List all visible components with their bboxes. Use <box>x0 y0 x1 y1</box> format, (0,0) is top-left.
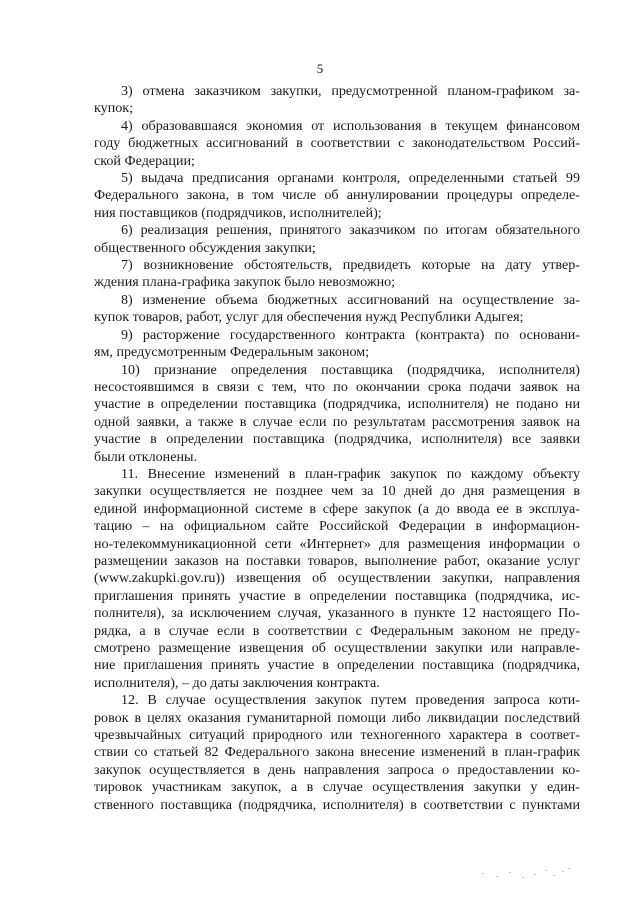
text-line: ственного поставщика (подрядчика, исполнителя) в соответствии с пунктами <box>94 796 580 813</box>
scan-speck <box>482 873 484 874</box>
text-line: чрезвычайных ситуаций природного или техногенного характера в соответ- <box>94 727 580 744</box>
text-line: ской Федерации; <box>94 152 195 169</box>
text-line: 11. Внесение изменений в план-график закупок по каждому объекту <box>121 465 580 482</box>
text-line: но-телекоммуникационной сети «Интернет» для размещения информации о <box>94 535 580 552</box>
text-line: смотрено размещение извещения об осуществлении закупки или направле- <box>94 640 580 656</box>
page-number: 5 <box>316 61 324 76</box>
text-line: ям, предусмотренным Федеральным законом; <box>94 344 370 361</box>
text-line: тацию – на официальном сайте Российской Федерации в информацион- <box>94 518 580 535</box>
text-line: 5) выдача предписания органами контроля, определенными статьей 99 <box>121 170 580 187</box>
text-line: были отклонены. <box>94 448 198 465</box>
scan-speck <box>534 874 536 875</box>
text-line: купок товаров, работ, услуг для обеспечения нужд Республики Адыгея; <box>94 309 524 326</box>
text-line: ровок в целях оказания гуманитарной помощи либо ликвидации последствий <box>94 709 580 726</box>
text-line: 8) изменение объема бюджетных ассигнований на осуществление за- <box>121 291 580 308</box>
text-line: (www.zakupki.gov.ru)) извещения об осуществлении закупки, направления <box>94 570 580 587</box>
text-line: 7) возникновение обстоятельств, предвидеть которые на дату утвер- <box>121 257 580 274</box>
scan-speck <box>509 872 511 873</box>
text-line: 4) образовавшаяся экономия от использования в текущем финансовом <box>121 117 580 134</box>
text-line: полнителя), за исключением случая, указанного в пункте 12 настоящего По- <box>94 605 580 622</box>
text-line: году бюджетных ассигнований в соответствии с законодательством Россий- <box>94 135 580 152</box>
text-line: ния поставщиков (подрядчиков, исполнителей); <box>94 204 382 221</box>
text-line: ждения плана-графика закупок было невозможно; <box>94 274 396 291</box>
scan-speck <box>562 871 564 872</box>
text-line: 9) расторжение государственного контракта (контракта) по основани- <box>121 326 580 343</box>
text-line: несостоявшимся в связи с тем, что по окончании срока подачи заявок на <box>94 378 580 395</box>
text-line: единой информационной системе в сфере закупок (а до ввода ее в эксплуа- <box>94 500 580 517</box>
text-line: Федерального закона, в том числе об аннулировании процедуры определе- <box>94 187 580 204</box>
text-line: ние приглашения принять участие в определении поставщика (подрядчика, <box>94 657 580 674</box>
scan-artifact <box>482 867 572 881</box>
text-line: 10) признание определения поставщика (подрядчика, исполнителя) <box>121 361 580 378</box>
text-line: одной заявки, а также в случае если по результатам рассмотрения заявок на <box>94 413 580 430</box>
scan-speck <box>522 877 524 878</box>
text-line: тировок участникам закупок, а в случае осуществления закупки у един- <box>94 779 580 796</box>
text-line: рядка, а в случае если в соответствии с Федеральным законом не преду- <box>94 622 580 639</box>
scan-speck <box>496 876 498 877</box>
text-line: 3) отмена заказчиком закупки, предусмотренной планом-графиком за- <box>121 83 580 99</box>
text-line: общественного обсуждения закупки; <box>94 239 316 256</box>
text-line: участие в определении поставщика (подрядчика, исполнителя) не подано ни <box>94 396 580 413</box>
text-line: 12. В случае осуществления закупок путем проведения запроса коти- <box>121 692 580 709</box>
text-line: закупки осуществляется не позднее чем за 10 дней до дня размещения в <box>94 483 580 500</box>
text-line: купок; <box>94 100 134 117</box>
scan-speck <box>553 875 555 876</box>
text-line: 6) реализация решения, принятого заказчиком по итогам обязательного <box>121 222 580 239</box>
text-line: размещении заказов на поставки товаров, выполнение работ, оказание услуг <box>94 552 580 569</box>
text-line: приглашения принять участие в определении поставщика (подрядчика, ис- <box>94 587 580 604</box>
text-line: исполнителя), – до даты заключения контракта. <box>94 674 380 691</box>
document-body <box>94 83 580 814</box>
text-line: участие в определении поставщика (подрядчика, исполнителя) все заявки <box>94 431 580 448</box>
scan-speck <box>545 870 547 871</box>
scan-speck <box>568 868 570 869</box>
text-line: ствии со статьей 82 Федерального закона внесение изменений в план-график <box>94 744 580 761</box>
text-line: закупок осуществляется в день направления запроса о предоставлении ко- <box>94 761 580 778</box>
